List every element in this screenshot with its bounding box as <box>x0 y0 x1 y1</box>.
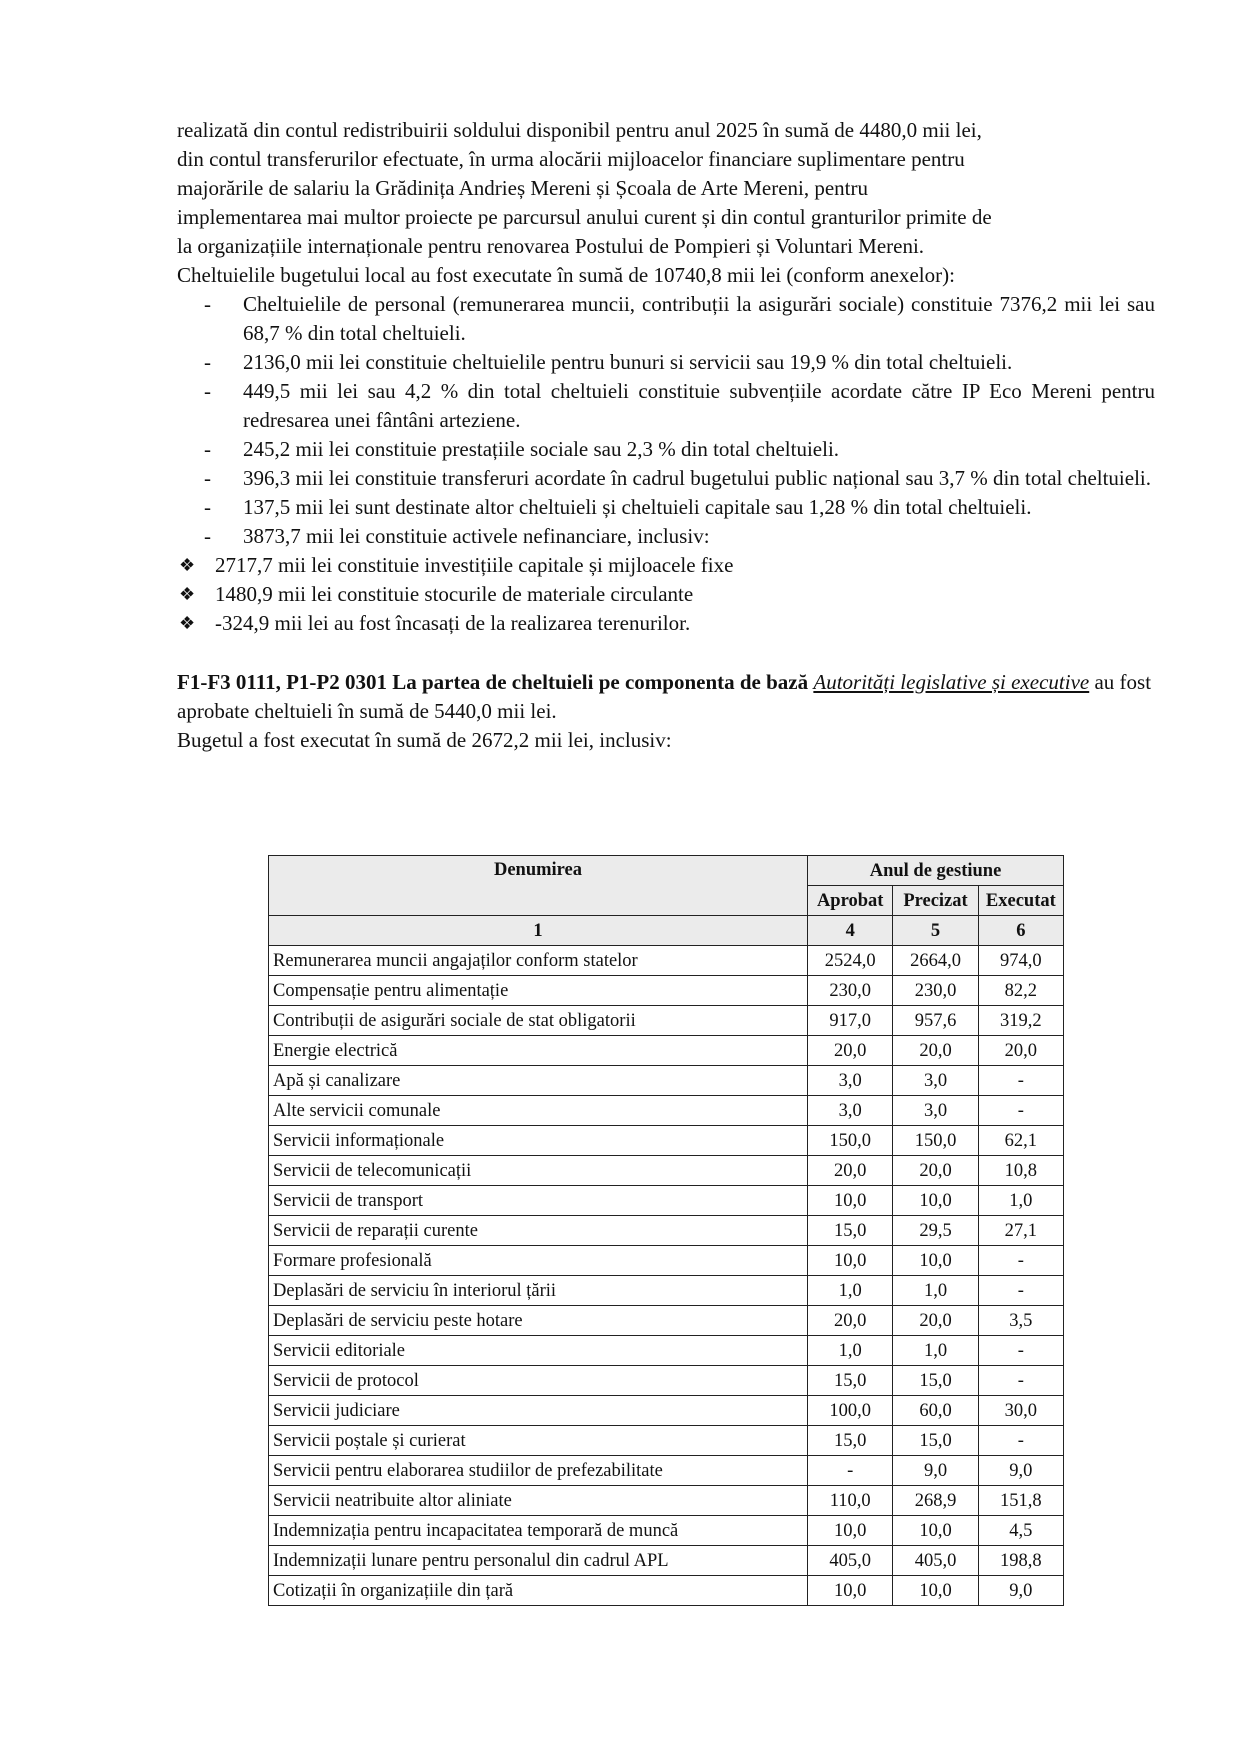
aprobat-cell: 20,0 <box>808 1306 893 1336</box>
table-row <box>269 1036 1064 1066</box>
dash-bullet: - <box>204 466 211 490</box>
table-row <box>269 1456 1064 1486</box>
executat-cell: - <box>978 1366 1063 1396</box>
column-header-name: Denumirea <box>269 856 808 916</box>
executat-cell: 27,1 <box>978 1216 1063 1246</box>
aprobat-cell: 15,0 <box>808 1216 893 1246</box>
list-item: - 3873,7 mii lei constituie activele nefinanciare, inclusiv: <box>177 522 1155 551</box>
aprobat-cell: 110,0 <box>808 1486 893 1516</box>
column-header-executat: Executat <box>978 886 1063 916</box>
row-name-cell: Servicii de reparații curente <box>269 1216 808 1246</box>
document-page <box>177 116 1155 755</box>
row-name-cell: Apă și canalizare <box>269 1066 808 1096</box>
index-cell: 6 <box>978 916 1063 946</box>
row-name-cell: Servicii de telecomunicații <box>269 1156 808 1186</box>
expense-breakdown-list <box>177 290 1155 551</box>
aprobat-cell: 10,0 <box>808 1516 893 1546</box>
aprobat-cell: 1,0 <box>808 1336 893 1366</box>
executed-summary: Bugetul a fost executat în sumă de 2672,2 mii lei, inclusiv: <box>177 728 672 752</box>
executat-cell: 974,0 <box>978 946 1063 976</box>
diamond-bullet-icon: ❖ <box>179 584 196 604</box>
list-item: - 245,2 mii lei constituie prestațiile sociale sau 2,3 % din total cheltuieli. <box>177 435 1155 464</box>
list-item: - Cheltuielile de personal (remunerarea muncii, contribuții la asigurări sociale) constituie 7376,2 mii lei sau 68,7 % din total cheltuieli. <box>204 292 1155 345</box>
intro-line: din contul transferurilor efectuate, în urma alocării mijloacelor financiare suplimentare pentru <box>177 147 965 171</box>
row-name-cell: Servicii neatribuite altor aliniate <box>269 1486 808 1516</box>
aprobat-cell: 150,0 <box>808 1126 893 1156</box>
intro-line: la organizațiile internaționale pentru renovarea Postului de Pompieri și Voluntari Mereni. <box>177 234 925 258</box>
table-row <box>269 1276 1064 1306</box>
aprobat-cell: 10,0 <box>808 1246 893 1276</box>
executat-cell: 9,0 <box>978 1576 1063 1606</box>
aprobat-cell: 10,0 <box>808 1186 893 1216</box>
row-name-cell: Servicii de protocol <box>269 1366 808 1396</box>
budget-table-body <box>269 946 1064 1606</box>
executat-cell: - <box>978 1336 1063 1366</box>
aprobat-cell: 917,0 <box>808 1006 893 1036</box>
executat-cell: 3,5 <box>978 1306 1063 1336</box>
precizat-cell: 230,0 <box>893 976 978 1006</box>
executat-cell: 62,1 <box>978 1126 1063 1156</box>
precizat-cell: 15,0 <box>893 1366 978 1396</box>
nonfinancial-assets-list <box>177 551 1155 638</box>
diamond-bullet-icon: ❖ <box>179 555 196 575</box>
index-cell: 1 <box>269 916 808 946</box>
table-row <box>269 1186 1064 1216</box>
diamond-bullet-icon: ❖ <box>179 613 196 633</box>
table-row <box>269 1246 1064 1276</box>
table-row <box>269 976 1064 1006</box>
column-header-precizat: Precizat <box>893 886 978 916</box>
precizat-cell: 1,0 <box>893 1276 978 1306</box>
precizat-cell: 2664,0 <box>893 946 978 976</box>
executat-cell: - <box>978 1426 1063 1456</box>
row-name-cell: Servicii pentru elaborarea studiilor de prefezabilitate <box>269 1456 808 1486</box>
precizat-cell: 3,0 <box>893 1066 978 1096</box>
executat-cell: 82,2 <box>978 976 1063 1006</box>
row-name-cell: Compensație pentru alimentație <box>269 976 808 1006</box>
precizat-cell: 20,0 <box>893 1306 978 1336</box>
precizat-cell: 957,6 <box>893 1006 978 1036</box>
intro-line: realizată din contul redistribuirii soldului disponibil pentru anul 2025 în sumă de 4480,0 mii lei, <box>177 118 982 142</box>
row-name-cell: Indemnizații lunare pentru personalul din cadrul APL <box>269 1546 808 1576</box>
executat-cell: - <box>978 1066 1063 1096</box>
precizat-cell: 29,5 <box>893 1216 978 1246</box>
row-name-cell: Servicii de transport <box>269 1186 808 1216</box>
table-row <box>269 1306 1064 1336</box>
aprobat-cell: 100,0 <box>808 1396 893 1426</box>
list-item: - 396,3 mii lei constituie transferuri acordate în cadrul bugetului public național sau 3,7 % din total cheltuieli. <box>177 464 1155 493</box>
row-name-cell: Formare profesională <box>269 1246 808 1276</box>
executat-cell: 198,8 <box>978 1546 1063 1576</box>
dash-bullet: - <box>204 292 211 316</box>
row-name-cell: Servicii informaționale <box>269 1126 808 1156</box>
table-header-row <box>269 856 1064 886</box>
row-name-cell: Servicii poștale și curierat <box>269 1426 808 1456</box>
precizat-cell: 20,0 <box>893 1156 978 1186</box>
budget-table <box>268 855 1064 1606</box>
table-row <box>269 1546 1064 1576</box>
table-row <box>269 1486 1064 1516</box>
component-link: Autorități legislative și executive <box>813 670 1090 694</box>
dash-bullet: - <box>204 495 211 519</box>
precizat-cell: 1,0 <box>893 1336 978 1366</box>
list-item: - 449,5 mii lei sau 4,2 % din total cheltuieli constituie subvențiile acordate către IP Eco Mereni pentru redresarea unei fântâni arteziene. <box>204 379 1155 432</box>
table-row <box>269 1216 1064 1246</box>
row-name-cell: Energie electrică <box>269 1036 808 1066</box>
table-row <box>269 1156 1064 1186</box>
table-row <box>269 1396 1064 1426</box>
precizat-cell: 3,0 <box>893 1096 978 1126</box>
row-name-cell: Servicii judiciare <box>269 1396 808 1426</box>
executat-cell: - <box>978 1096 1063 1126</box>
precizat-cell: 10,0 <box>893 1516 978 1546</box>
row-name-cell: Contribuții de asigurări sociale de stat obligatorii <box>269 1006 808 1036</box>
executat-cell: 20,0 <box>978 1036 1063 1066</box>
precizat-cell: 20,0 <box>893 1036 978 1066</box>
list-item: ❖ 1480,9 mii lei constituie stocurile de materiale circulante <box>177 580 1155 609</box>
table-index-row <box>269 916 1064 946</box>
precizat-cell: 150,0 <box>893 1126 978 1156</box>
aprobat-cell: 20,0 <box>808 1156 893 1186</box>
aprobat-cell: 15,0 <box>808 1366 893 1396</box>
dash-bullet: - <box>204 379 211 403</box>
row-name-cell: Alte servicii comunale <box>269 1096 808 1126</box>
executat-cell: 319,2 <box>978 1006 1063 1036</box>
executat-cell: 9,0 <box>978 1456 1063 1486</box>
executat-cell: 4,5 <box>978 1516 1063 1546</box>
aprobat-cell: 1,0 <box>808 1276 893 1306</box>
column-header-group: Anul de gestiune <box>808 856 1064 886</box>
table-row <box>269 1426 1064 1456</box>
row-name-cell: Indemnizația pentru incapacitatea temporară de muncă <box>269 1516 808 1546</box>
precizat-cell: 15,0 <box>893 1426 978 1456</box>
table-row <box>269 946 1064 976</box>
executat-cell: 151,8 <box>978 1486 1063 1516</box>
executat-cell: 30,0 <box>978 1396 1063 1426</box>
row-name-cell: Deplasări de serviciu peste hotare <box>269 1306 808 1336</box>
executat-cell: 1,0 <box>978 1186 1063 1216</box>
table-row <box>269 1006 1064 1036</box>
aprobat-cell: 3,0 <box>808 1096 893 1126</box>
table-row <box>269 1576 1064 1606</box>
precizat-cell: 10,0 <box>893 1186 978 1216</box>
dash-bullet: - <box>204 350 211 374</box>
executat-cell: - <box>978 1276 1063 1306</box>
precizat-cell: 60,0 <box>893 1396 978 1426</box>
aprobat-cell: 230,0 <box>808 976 893 1006</box>
section-heading: F1-F3 0111, P1-P2 0301 La partea de cheltuieli pe componenta de bază Autorități legislative și executive au fost aprobate cheltuieli în sumă de 5440,0 mii lei. <box>177 670 1152 723</box>
intro-line: implementarea mai multor proiecte pe parcursul anului curent și din contul granturilor primite de <box>177 205 992 229</box>
aprobat-cell: 405,0 <box>808 1546 893 1576</box>
row-name-cell: Servicii editoriale <box>269 1336 808 1366</box>
aprobat-cell: 10,0 <box>808 1576 893 1606</box>
index-cell: 5 <box>893 916 978 946</box>
precizat-cell: 9,0 <box>893 1456 978 1486</box>
row-name-cell: Remunerarea muncii angajaților conform statelor <box>269 946 808 976</box>
precizat-cell: 405,0 <box>893 1546 978 1576</box>
intro-line: majorările de salariu la Grădinița Andrieș Mereni și Școala de Arte Mereni, pentru <box>177 176 869 200</box>
precizat-cell: 268,9 <box>893 1486 978 1516</box>
table-row <box>269 1096 1064 1126</box>
table-row <box>269 1366 1064 1396</box>
table-row <box>269 1066 1064 1096</box>
precizat-cell: 10,0 <box>893 1246 978 1276</box>
table-row <box>269 1126 1064 1156</box>
dash-bullet: - <box>204 524 211 548</box>
column-header-aprobat: Aprobat <box>808 886 893 916</box>
aprobat-cell: 2524,0 <box>808 946 893 976</box>
intro-summary: Cheltuielile bugetului local au fost executate în sumă de 10740,8 mii lei (conform anexelor): <box>177 263 955 287</box>
aprobat-cell: 3,0 <box>808 1066 893 1096</box>
aprobat-cell: 15,0 <box>808 1426 893 1456</box>
index-cell: 4 <box>808 916 893 946</box>
row-name-cell: Deplasări de serviciu în interiorul țării <box>269 1276 808 1306</box>
table-row <box>269 1516 1064 1546</box>
dash-bullet: - <box>204 437 211 461</box>
list-item: - 137,5 mii lei sunt destinate altor cheltuieli și cheltuieli capitale sau 1,28 % din total cheltuieli. <box>177 493 1155 522</box>
executat-cell: 10,8 <box>978 1156 1063 1186</box>
row-name-cell: Cotizații în organizațiile din țară <box>269 1576 808 1606</box>
aprobat-cell: 20,0 <box>808 1036 893 1066</box>
precizat-cell: 10,0 <box>893 1576 978 1606</box>
list-item: - 2136,0 mii lei constituie cheltuielile pentru bunuri si servicii sau 19,9 % din total cheltuieli. <box>177 348 1155 377</box>
executat-cell: - <box>978 1246 1063 1276</box>
table-row <box>269 1336 1064 1366</box>
list-item: ❖ -324,9 mii lei au fost încasați de la realizarea terenurilor. <box>177 609 1155 638</box>
aprobat-cell: - <box>808 1456 893 1486</box>
list-item: ❖ 2717,7 mii lei constituie investițiile capitale și mijloacele fixe <box>177 551 1155 580</box>
